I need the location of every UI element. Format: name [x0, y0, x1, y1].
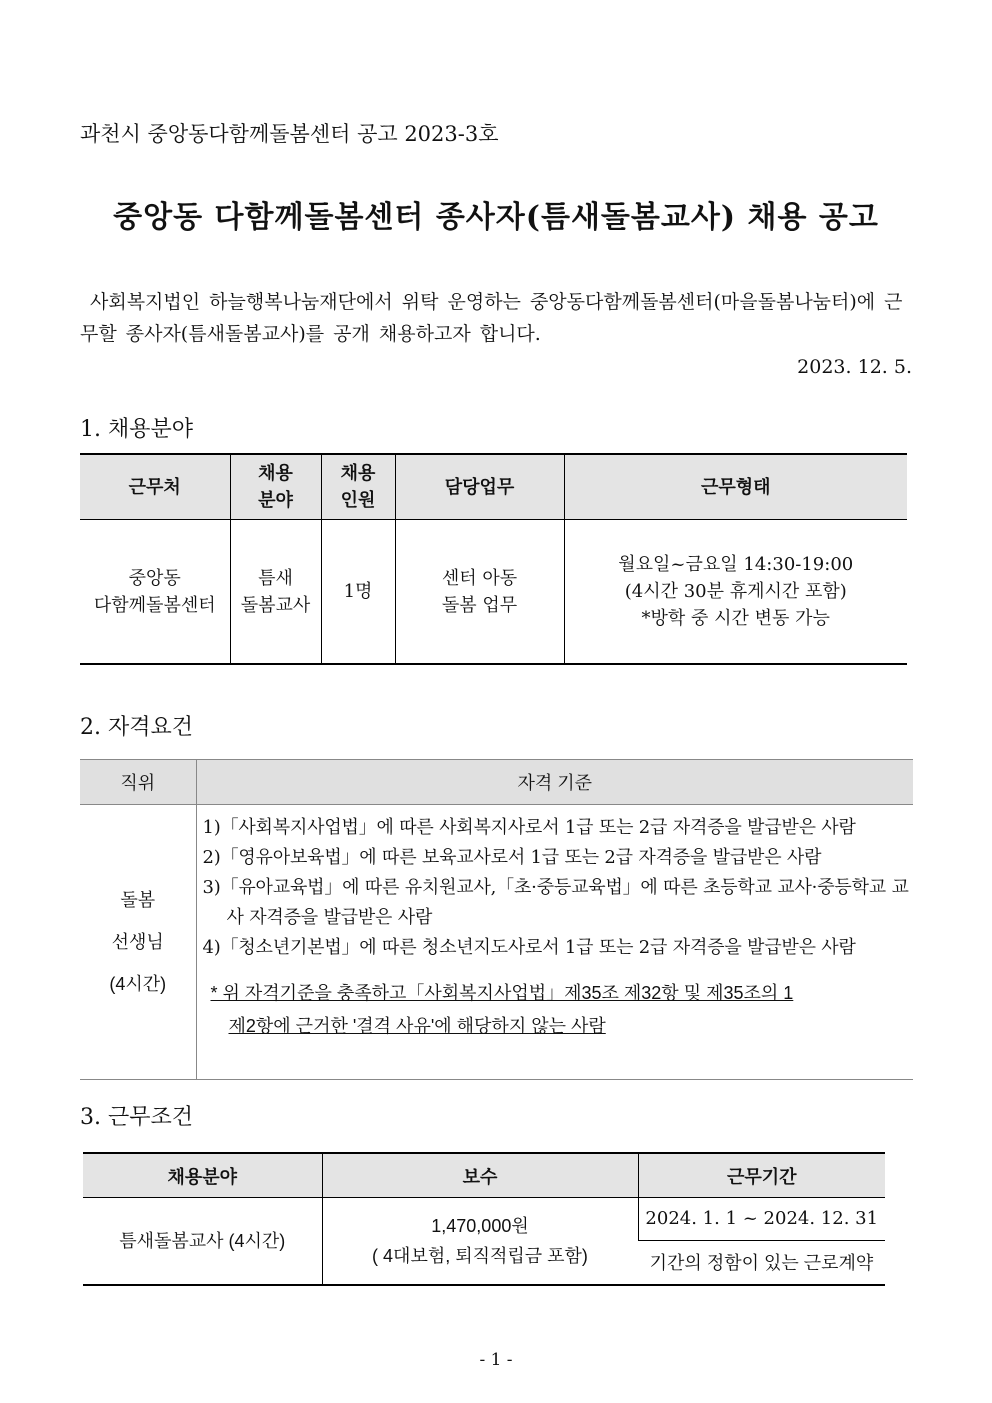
- list-item: 4)「청소년기본법」에 따른 청소년지도사로서 1급 또는 2급 자격증을 발급받은 사람: [202, 937, 856, 958]
- cell-field: 틈새돌봄교사 (4시간): [83, 1198, 322, 1286]
- table-row: [80, 805, 913, 1080]
- page-number: - 1 -: [479, 1350, 513, 1370]
- list-item: 2)「영유아보육법」에 따른 보육교사로서 1급 또는 2급 자격증을 발급받은 사람: [202, 847, 822, 868]
- header-period: 근무기간: [638, 1153, 885, 1198]
- header-field: 채용 분야: [230, 454, 321, 520]
- cell-contract-type: 기간의 정함이 있는 근로계약: [638, 1241, 885, 1286]
- header-duty: 담당업무: [395, 454, 564, 520]
- intro-paragraph: 사회복지법인 하늘행복나눔재단에서 위탁 운영하는 중앙동다함께돌봄센터(마을돌봄나눔터)에 근무할 종사자(틈새돌봄교사)를 공개 채용하고자 합니다.: [80, 291, 903, 345]
- table-header-row: [83, 1153, 885, 1198]
- section-heading-recruitment: 1. 채용분야: [80, 417, 193, 442]
- table-row: [80, 520, 907, 665]
- cell-criteria: [196, 805, 913, 1080]
- cell-field: 틈새 돌봄교사: [230, 520, 321, 665]
- header-count: 채용 인원: [321, 454, 395, 520]
- section-heading-conditions: 3. 근무조건: [80, 1105, 193, 1130]
- header-field: 채용분야: [83, 1153, 322, 1198]
- recruitment-table: [80, 453, 907, 665]
- qualifications-table: [80, 759, 913, 1080]
- cell-pay: 1,470,000원 ( 4대보험, 퇴직적립금 포함): [322, 1198, 638, 1286]
- header-position: 직위: [80, 760, 196, 805]
- cell-workplace: 중앙동 다함께돌봄센터: [80, 520, 230, 665]
- table-row: [83, 1198, 885, 1241]
- list-item: 1)「사회복지사업법」에 따른 사회복지사로서 1급 또는 2급 자격증을 발급받은 사람: [202, 817, 856, 838]
- announcement-date: 2023. 12. 5.: [797, 356, 912, 378]
- conditions-table: [83, 1152, 885, 1286]
- cell-position: 돌봄 선생님 (4시간): [80, 805, 196, 1080]
- header-workplace: 근무처: [80, 454, 230, 520]
- cell-work-type: 월요일~금요일 14:30-19:00 (4시간 30분 휴게시간 포함) *방학 중 시간 변동 가능: [564, 520, 907, 665]
- header-criteria: 자격 기준: [196, 760, 913, 805]
- list-item: 3)「유아교육법」에 따른 유치원교사,「초·중등교육법」에 따른 초등학교 교사·중등학교 교사 자격증을 발급받은 사람: [202, 877, 909, 928]
- notice-number: 과천시 중앙동다함께돌봄센터 공고 2023-3호: [80, 122, 499, 146]
- header-work-type: 근무형태: [564, 454, 907, 520]
- table-header-row: [80, 760, 913, 805]
- disqualification-note: * 위 자격기준을 충족하고「사회복지사업법」제35조 제32항 및 제35조의 1 제2항에 근거한 '결격 사유'에 해당하지 않는 사람: [210, 983, 794, 1036]
- table-header-row: [80, 454, 907, 520]
- cell-count: 1명: [321, 520, 395, 665]
- page-title: 중앙동 다함께돌봄센터 종사자(틈새돌봄교사) 채용 공고: [113, 200, 879, 235]
- cell-duty: 센터 아동 돌봄 업무: [395, 520, 564, 665]
- section-heading-qualifications: 2. 자격요건: [80, 715, 193, 740]
- header-pay: 보수: [322, 1153, 638, 1198]
- cell-period: 2024. 1. 1 ~ 2024. 12. 31: [638, 1198, 885, 1241]
